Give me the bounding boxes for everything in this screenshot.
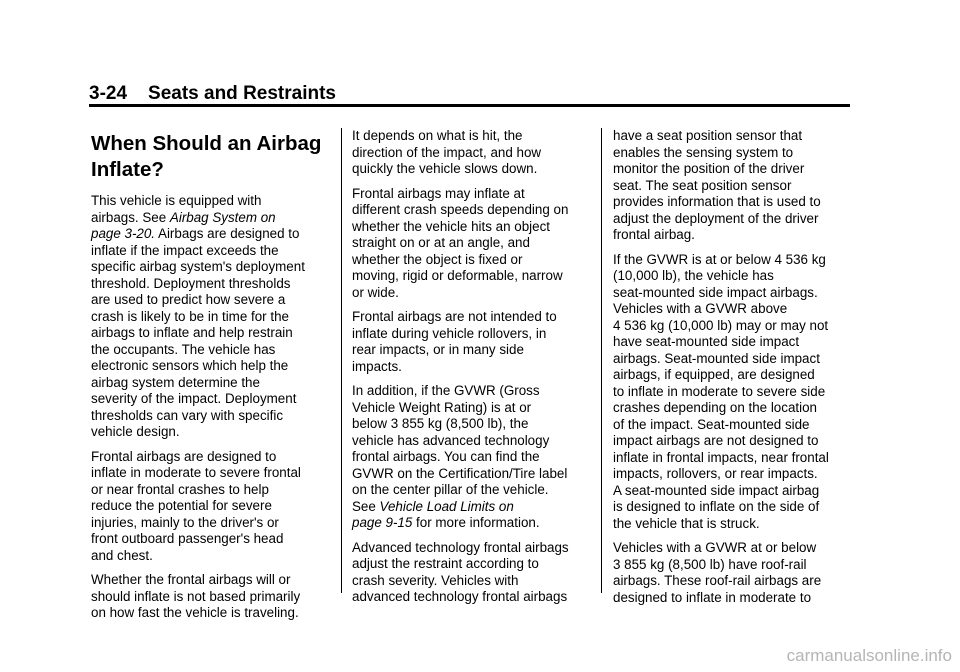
- text-line: provides information that is used to: [613, 194, 821, 209]
- text-line: thresholds can vary with specific: [91, 407, 284, 423]
- text-line: airbags to inflate and help restrain: [91, 325, 293, 340]
- text-line: crash is likely to be in time for the: [91, 308, 289, 324]
- text-line: or near frontal crashes to help: [91, 481, 269, 497]
- text-line: on the center pillar of the vehicle.: [352, 482, 549, 497]
- text-line: It depends on what is hit, the: [352, 128, 523, 143]
- column-divider: [601, 128, 602, 593]
- text-line: inflate in moderate to severe frontal: [91, 465, 301, 480]
- text-line: This vehicle is equipped with: [91, 193, 262, 208]
- paragraph: [613, 252, 858, 533]
- paragraph: [91, 193, 333, 441]
- text-line: to inflate in moderate to severe side: [613, 383, 826, 399]
- text-line: impacts, rollovers, or rear impacts.: [613, 466, 818, 481]
- paragraph: [613, 128, 858, 244]
- heading-line: Inflate?: [91, 158, 164, 181]
- section-title: Seats and Restraints: [148, 83, 336, 104]
- column-divider: [341, 128, 342, 593]
- text-segment: for more information.: [412, 515, 540, 530]
- text-line: monitor the position of the driver: [613, 161, 805, 176]
- paragraph: [352, 186, 594, 302]
- paragraph: [91, 572, 333, 622]
- text-line: airbags, if equipped, are designed: [613, 367, 815, 382]
- text-line: whether the vehicle hits an object: [352, 218, 551, 234]
- text-line: quickly the vehicle slows down.: [352, 161, 538, 176]
- text-line: have a seat position sensor that: [613, 128, 803, 143]
- text-line: severity of the impact. Deployment: [91, 391, 297, 406]
- column-3: [613, 128, 858, 614]
- text-line: crash severity. Vehicles with: [352, 572, 519, 588]
- text-line: electronic sensors which help the: [91, 358, 289, 373]
- text-line: airbag system determine the: [91, 374, 260, 390]
- text-line: Vehicles with a GVWR above: [613, 301, 788, 316]
- text-line: Advanced technology frontal airbags: [352, 539, 569, 555]
- text-line: In addition, if the GVWR (Gross: [352, 383, 540, 398]
- paragraph: [352, 383, 594, 532]
- text-segment: Airbags are designed to: [155, 226, 300, 241]
- text-line: whether the object is fixed or: [352, 251, 523, 267]
- text-line: Frontal airbags may inflate at: [352, 185, 525, 201]
- text-line: [352, 515, 594, 532]
- header-rule: [89, 104, 850, 107]
- text-line: injuries, mainly to the driver's or: [91, 514, 279, 530]
- text-line: reduce the potential for severe: [91, 498, 272, 513]
- heading-line: When Should an Airbag: [91, 132, 322, 155]
- page-number: 3-24: [89, 83, 128, 104]
- text-line: 4 536 kg (10,000 lb) may or may not: [613, 317, 829, 333]
- text-line: moving, rigid or deformable, narrow: [352, 268, 563, 283]
- text-line: vehicle design.: [91, 424, 180, 439]
- text-line: Frontal airbags are designed to: [91, 448, 277, 464]
- text-line: is designed to inflate on the side of: [613, 499, 820, 514]
- paragraph: [91, 449, 333, 565]
- text-line: inflate in frontal impacts, near frontal: [613, 449, 829, 465]
- text-line: 3 855 kg (8,500 lb) have roof-rail: [613, 556, 807, 572]
- text-line: vehicle has advanced technology: [352, 432, 550, 448]
- text-line: inflate during vehicle rollovers, in: [352, 325, 547, 341]
- text-line: below 3 855 kg (8,500 lb), the: [352, 416, 529, 431]
- text-line: adjust the deployment of the driver: [613, 210, 819, 226]
- text-line: impact airbags are not designed to: [613, 433, 819, 448]
- text-line: direction of the impact, and how: [352, 144, 542, 160]
- text-line: adjust the restraint according to: [352, 556, 539, 571]
- text-line: airbags. Seat-mounted side impact: [613, 350, 820, 366]
- text-line: [91, 210, 333, 227]
- text-line: straight on or at an angle, and: [352, 235, 530, 250]
- text-line: inflate if the impact exceeds the: [91, 242, 279, 258]
- text-line: seat-mounted side impact airbags.: [613, 284, 818, 300]
- cross-reference-link[interactable]: page 9-15: [352, 515, 413, 530]
- text-line: [91, 226, 333, 243]
- text-line: front outboard passenger's head: [91, 531, 284, 546]
- text-line: have seat-mounted side impact: [613, 334, 800, 349]
- text-line: different crash speeds depending on: [352, 202, 569, 217]
- cross-reference-link[interactable]: Airbag System on: [169, 209, 276, 225]
- paragraph: [352, 128, 594, 178]
- text-line: A seat-mounted side impact airbag: [613, 482, 820, 498]
- text-line: [352, 499, 594, 516]
- text-line: crashes depending on the location: [613, 400, 817, 415]
- text-line: designed to inflate in moderate to: [613, 589, 812, 605]
- cross-reference-link[interactable]: page 3-20.: [91, 226, 156, 241]
- text-line: Frontal airbags are not intended to: [352, 309, 557, 324]
- text-line: of the impact. Seat-mounted side: [613, 416, 810, 432]
- text-line: If the GVWR is at or below 4 536 kg: [613, 251, 826, 267]
- text-line: the vehicle that is struck.: [613, 515, 760, 531]
- text-segment: See: [352, 498, 380, 514]
- text-line: advanced technology frontal airbags: [352, 589, 568, 604]
- column-2: [352, 128, 594, 614]
- text-line: frontal airbag.: [613, 227, 695, 242]
- text-line: should inflate is not based primarily: [91, 588, 301, 604]
- text-line: (10,000 lb), the vehicle has: [613, 268, 774, 283]
- text-line: on how fast the vehicle is traveling.: [91, 605, 299, 620]
- text-line: are used to predict how severe a: [91, 292, 286, 307]
- section-heading: [91, 131, 333, 183]
- text-line: specific airbag system's deployment: [91, 259, 305, 274]
- text-line: the occupants. The vehicle has: [91, 341, 276, 357]
- text-line: GVWR on the Certification/Tire label: [352, 465, 568, 481]
- text-line: enables the sensing system to: [613, 144, 794, 160]
- paragraph: [352, 540, 594, 606]
- watermark: carmanualsonline.info: [786, 646, 952, 665]
- paragraph: [352, 309, 594, 375]
- text-line: impacts.: [352, 358, 402, 374]
- paragraph: [613, 540, 858, 606]
- text-line: airbags. These roof-rail airbags are: [613, 573, 822, 588]
- text-line: rear impacts, or in many side: [352, 342, 524, 357]
- text-line: and chest.: [91, 547, 153, 563]
- page-header: [89, 82, 336, 106]
- text-line: Vehicles with a GVWR at or below: [613, 540, 817, 555]
- text-line: frontal airbags. You can find the: [352, 449, 540, 464]
- column-1: [91, 128, 333, 630]
- text-segment: airbags. See: [91, 209, 170, 225]
- cross-reference-link[interactable]: Vehicle Load Limits on: [379, 498, 514, 514]
- text-line: or wide.: [352, 284, 399, 300]
- text-line: threshold. Deployment thresholds: [91, 275, 291, 291]
- text-line: seat. The seat position sensor: [613, 177, 792, 193]
- text-line: Vehicle Weight Rating) is at or: [352, 399, 532, 415]
- text-line: Whether the frontal airbags will or: [91, 572, 291, 587]
